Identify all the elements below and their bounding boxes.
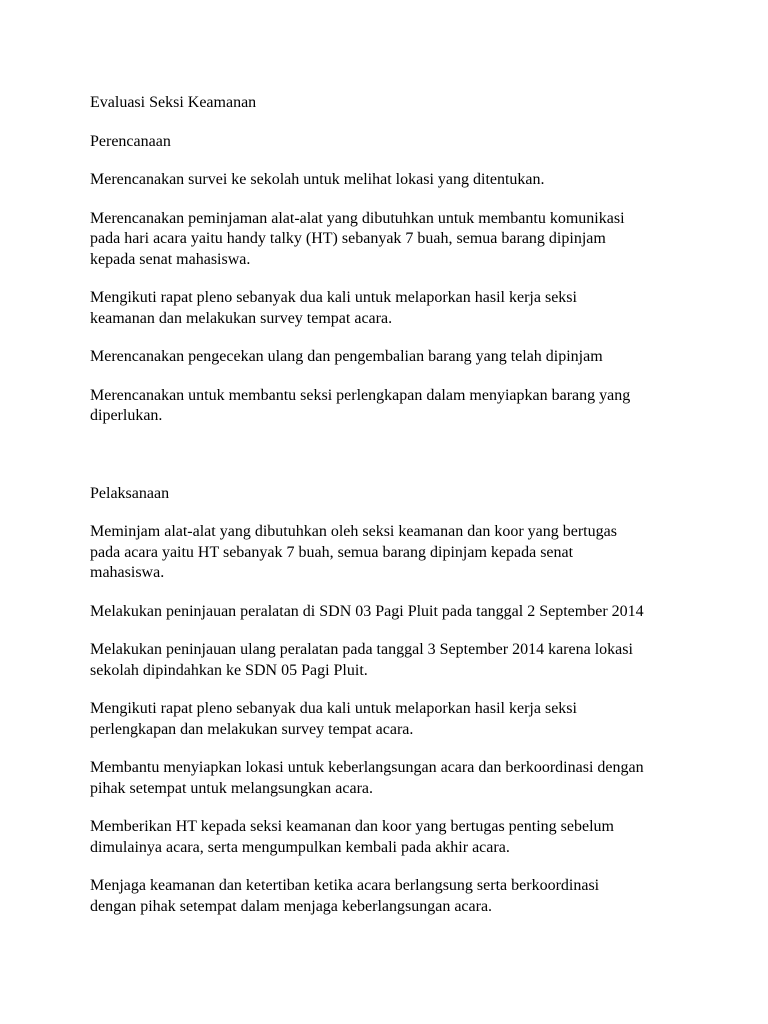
section-spacer — [90, 445, 700, 484]
paragraph: Merencanakan peminjaman alat-alat yang dibutuhkan untuk membantu komunikasi pada hari acara yaitu handy talky (HT) sebanyak 7 buah, semua barang dipinjam kepada senat mahasiswa. — [90, 209, 625, 268]
section-heading-pelaksanaan: Pelaksanaan — [90, 484, 170, 502]
paragraph: Menjaga keamanan dan ketertiban ketika acara berlangsung serta berkoordinasi dengan pihak setempat dalam menjaga keberlangsungan acara. — [90, 877, 600, 915]
paragraph: Memberikan HT kepada seksi keamanan dan koor yang bertugas penting sebelum dimulainya acara, serta mengumpulkan kembali pada akhir acara. — [90, 818, 614, 856]
paragraph: Melakukan peninjauan peralatan di SDN 03 Pagi Pluit pada tanggal 2 September 2014 — [90, 602, 644, 620]
paragraph: Mengikuti rapat pleno sebanyak dua kali untuk melaporkan hasil kerja seksi keamanan dan melakukan survey tempat acara. — [90, 289, 577, 327]
paragraph: Merencanakan survei ke sekolah untuk melihat lokasi yang ditentukan. — [90, 171, 545, 188]
paragraph: Merencanakan untuk membantu seksi perlengkapan dalam menyiapkan barang yang diperlukan. — [90, 386, 631, 424]
document-title: Evaluasi Seksi Keamanan — [90, 94, 257, 111]
paragraph: Meminjam alat-alat yang dibutuhkan oleh seksi keamanan dan koor yang bertugas pada acara yaitu HT sebanyak 7 buah, semua barang dipinjam kepada senat mahasiswa. — [90, 523, 617, 581]
section-heading-perencanaan: Perencanaan — [90, 132, 171, 150]
paragraph: Melakukan peninjauan ulang peralatan pada tanggal 3 September 2014 karena lokasi sekolah dipindahkan ke SDN 05 Pagi Pluit. — [90, 641, 633, 679]
document-content — [90, 93, 700, 935]
paragraph: Merencanakan pengecekan ulang dan pengembalian barang yang telah dipinjam — [90, 348, 603, 365]
paragraph: Membantu menyiapkan lokasi untuk keberlangsungan acara dan berkoordinasi dengan pihak setempat untuk melangsungkan acara. — [90, 759, 644, 797]
paragraph: Mengikuti rapat pleno sebanyak dua kali untuk melaporkan hasil kerja seksi perlengkapan dan melakukan survey tempat acara. — [90, 700, 577, 738]
